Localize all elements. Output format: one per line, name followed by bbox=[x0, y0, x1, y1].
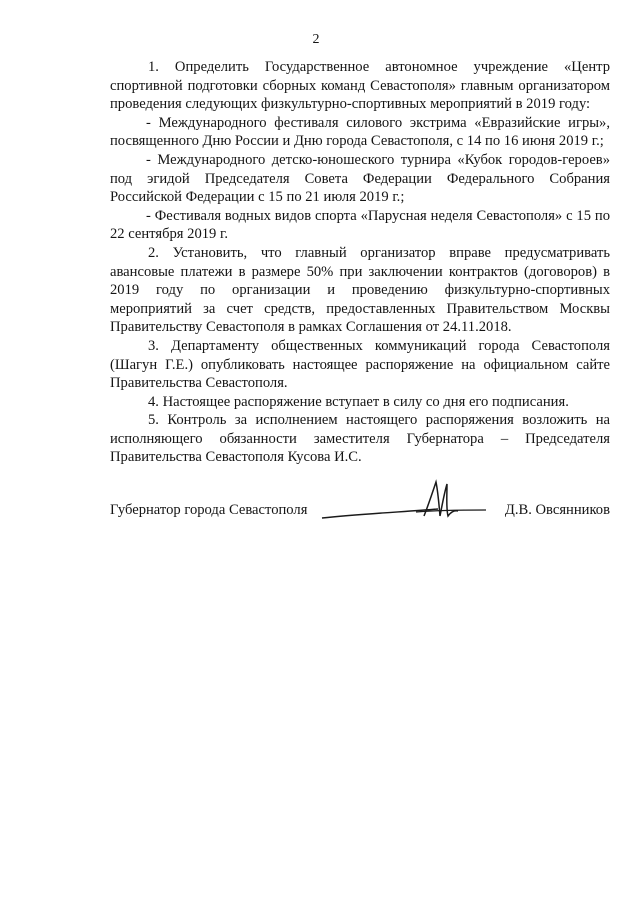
signer-name: Д.В. Овсянников bbox=[504, 502, 610, 518]
signature-block bbox=[110, 498, 610, 528]
paragraph-2: 2. Установить, что главный организатор вправе предусматривать авансовые платежи в размере 50% при заключении контрактов (договоров) в 2019 году по организации и проведению физкультурно-спортивных мероприятий за счет средств, предоставленных Правительством Москвы Правительству Севастополя в рамках Соглашения от 24.11.2018. bbox=[110, 244, 610, 336]
signer-title: Губернатор города Севастополя bbox=[110, 502, 308, 518]
paragraph-5: 5. Контроль за исполнением настоящего распоряжения возложить на исполняющего обязанности заместителя Губернатора – Председателя Правительства Севастополя Кусова И.С. bbox=[110, 412, 610, 466]
list-item-sailing-week: - Фестиваля водных видов спорта «Парусная неделя Севастополя» с 15 по 22 сентября 2019 г. bbox=[110, 207, 610, 243]
list-item-tournament: - Международного детско-юношеского турнира «Кубок городов-героев» под эгидой Председателя Совета Федерации Федерального Собрания Российской Федерации с 15 по 21 июля 2019 г.; bbox=[110, 151, 610, 206]
handwritten-signature bbox=[320, 476, 490, 526]
list-item-festival: - Международного фестиваля силового экстрима «Евразийские игры», посвященного Дню России и Дню города Севастополя, с 14 по 16 июня 2019 г.; bbox=[110, 114, 610, 150]
page-number: 2 bbox=[312, 32, 320, 47]
document-body bbox=[110, 58, 610, 467]
paragraph-4: 4. Настоящее распоряжение вступает в силу со дня его подписания. bbox=[148, 393, 569, 410]
paragraph-1: 1. Определить Государственное автономное учреждение «Центр спортивной подготовки сборных команд Севастополя» главным организатором проведения следующих физкультурно-спортивных мероприятий в 2019 году: bbox=[110, 59, 610, 113]
paragraph-3: 3. Департаменту общественных коммуникаций города Севастополя (Шагун Г.Е.) опубликовать настоящее распоряжение на официальном сайте Правительства Севастополя. bbox=[110, 337, 610, 392]
